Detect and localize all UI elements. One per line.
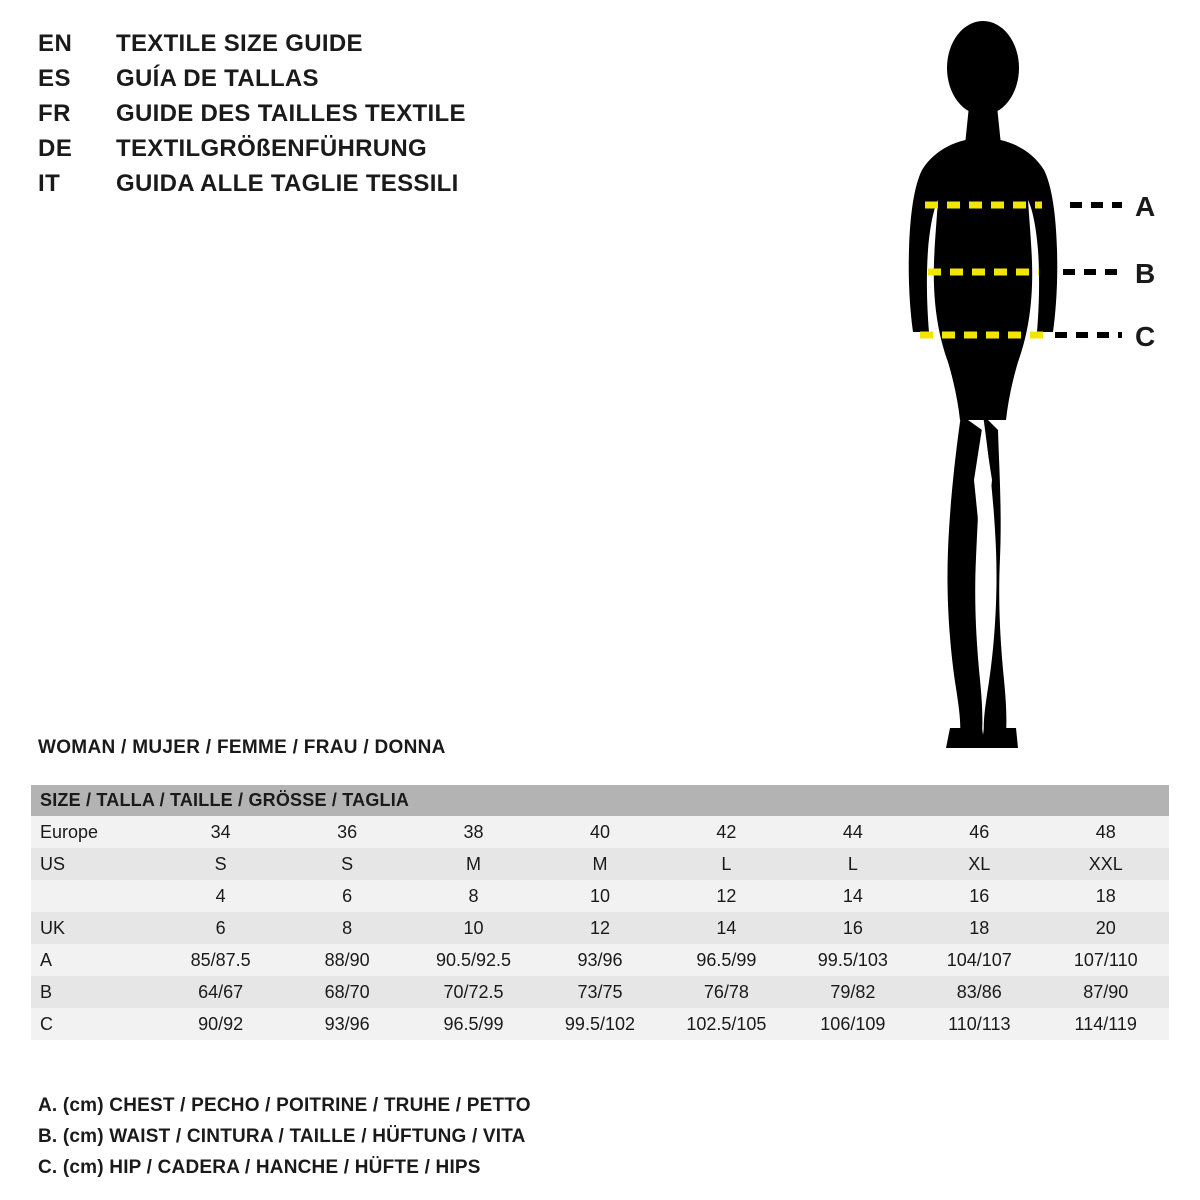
row-label: A bbox=[31, 944, 157, 976]
language-row bbox=[38, 135, 598, 170]
cell: 96.5/99 bbox=[663, 944, 789, 976]
cell: L bbox=[790, 848, 916, 880]
cell: 46 bbox=[916, 816, 1042, 848]
cell: 99.5/102 bbox=[537, 1008, 663, 1040]
cell: 85/87.5 bbox=[157, 944, 283, 976]
language-code: FR bbox=[38, 100, 71, 127]
table-row bbox=[31, 816, 1169, 848]
row-label: C bbox=[31, 1008, 157, 1040]
cell: M bbox=[537, 848, 663, 880]
table-row bbox=[31, 880, 1169, 912]
cell: 104/107 bbox=[916, 944, 1042, 976]
cell: 8 bbox=[284, 912, 410, 944]
table-row bbox=[31, 848, 1169, 880]
cell: 14 bbox=[790, 880, 916, 912]
cell: M bbox=[410, 848, 536, 880]
cell: 36 bbox=[284, 816, 410, 848]
cell: 90/92 bbox=[157, 1008, 283, 1040]
cell: 8 bbox=[410, 880, 536, 912]
cell: 88/90 bbox=[284, 944, 410, 976]
table-header-row bbox=[31, 785, 1169, 816]
cell: 4 bbox=[157, 880, 283, 912]
row-label: US bbox=[31, 848, 157, 880]
language-title: TEXTILE SIZE GUIDE bbox=[116, 30, 363, 57]
female-silhouette-icon bbox=[909, 21, 1058, 748]
language-row bbox=[38, 100, 598, 135]
cell: XL bbox=[916, 848, 1042, 880]
cell: 18 bbox=[916, 912, 1042, 944]
language-code: DE bbox=[38, 135, 73, 162]
cell: 14 bbox=[663, 912, 789, 944]
language-title: TEXTILGRÖßENFÜHRUNG bbox=[116, 135, 428, 162]
cell: 48 bbox=[1043, 816, 1170, 848]
table-row bbox=[31, 944, 1169, 976]
cell: 38 bbox=[410, 816, 536, 848]
language-title: GUÍA DE TALLAS bbox=[116, 65, 319, 92]
cell: 64/67 bbox=[157, 976, 283, 1008]
cell: 90.5/92.5 bbox=[410, 944, 536, 976]
row-label: Europe bbox=[31, 816, 157, 848]
language-code: ES bbox=[38, 65, 72, 92]
cell: 34 bbox=[157, 816, 283, 848]
cell: 114/119 bbox=[1043, 1008, 1170, 1040]
cell: 20 bbox=[1043, 912, 1170, 944]
marker-label-a: A bbox=[1135, 191, 1156, 222]
language-code: IT bbox=[38, 170, 61, 197]
section-heading-woman: WOMAN / MUJER / FEMME / FRAU / DONNA bbox=[38, 737, 446, 758]
cell: 16 bbox=[916, 880, 1042, 912]
language-row bbox=[38, 170, 598, 205]
table-row bbox=[31, 1008, 1169, 1040]
cell: 87/90 bbox=[1043, 976, 1170, 1008]
language-title-block bbox=[38, 30, 598, 205]
size-table bbox=[31, 785, 1169, 1040]
cell: 110/113 bbox=[916, 1008, 1042, 1040]
body-measurement-diagram bbox=[830, 10, 1190, 770]
cell: 68/70 bbox=[284, 976, 410, 1008]
cell: 70/72.5 bbox=[410, 976, 536, 1008]
language-title: GUIDA ALLE TAGLIE TESSILI bbox=[116, 170, 459, 197]
row-label bbox=[31, 880, 157, 912]
cell: 16 bbox=[790, 912, 916, 944]
cell: S bbox=[284, 848, 410, 880]
cell: 107/110 bbox=[1043, 944, 1170, 976]
cell: 93/96 bbox=[537, 944, 663, 976]
cell: 93/96 bbox=[284, 1008, 410, 1040]
cell: 76/78 bbox=[663, 976, 789, 1008]
cell: 79/82 bbox=[790, 976, 916, 1008]
language-row bbox=[38, 30, 598, 65]
table-row bbox=[31, 976, 1169, 1008]
cell: 102.5/105 bbox=[663, 1008, 789, 1040]
cell: 99.5/103 bbox=[790, 944, 916, 976]
cell: 83/86 bbox=[916, 976, 1042, 1008]
cell: 96.5/99 bbox=[410, 1008, 536, 1040]
footnote-a: A. (cm) CHEST / PECHO / POITRINE / TRUHE / PETTO bbox=[38, 1095, 531, 1116]
table-row bbox=[31, 912, 1169, 944]
cell: 18 bbox=[1043, 880, 1170, 912]
row-label: UK bbox=[31, 912, 157, 944]
cell: 42 bbox=[663, 816, 789, 848]
cell: 40 bbox=[537, 816, 663, 848]
cell: 6 bbox=[284, 880, 410, 912]
cell: XXL bbox=[1043, 848, 1170, 880]
table-header-label: SIZE / TALLA / TAILLE / GRÖSSE / TAGLIA bbox=[31, 785, 1169, 816]
cell: L bbox=[663, 848, 789, 880]
cell: 12 bbox=[663, 880, 789, 912]
marker-label-c: C bbox=[1135, 321, 1156, 352]
language-title: GUIDE DES TAILLES TEXTILE bbox=[116, 100, 466, 127]
cell: 6 bbox=[157, 912, 283, 944]
cell: 106/109 bbox=[790, 1008, 916, 1040]
language-code: EN bbox=[38, 30, 73, 57]
cell: 44 bbox=[790, 816, 916, 848]
footnote-c: C. (cm) HIP / CADERA / HANCHE / HÜFTE / HIPS bbox=[38, 1157, 481, 1178]
cell: 73/75 bbox=[537, 976, 663, 1008]
cell: 10 bbox=[410, 912, 536, 944]
language-row bbox=[38, 65, 598, 100]
marker-label-b: B bbox=[1135, 258, 1156, 289]
footnotes bbox=[38, 1090, 738, 1183]
cell: 10 bbox=[537, 880, 663, 912]
row-label: B bbox=[31, 976, 157, 1008]
cell: S bbox=[157, 848, 283, 880]
cell: 12 bbox=[537, 912, 663, 944]
footnote-b: B. (cm) WAIST / CINTURA / TAILLE / HÜFTUNG / VITA bbox=[38, 1126, 526, 1147]
